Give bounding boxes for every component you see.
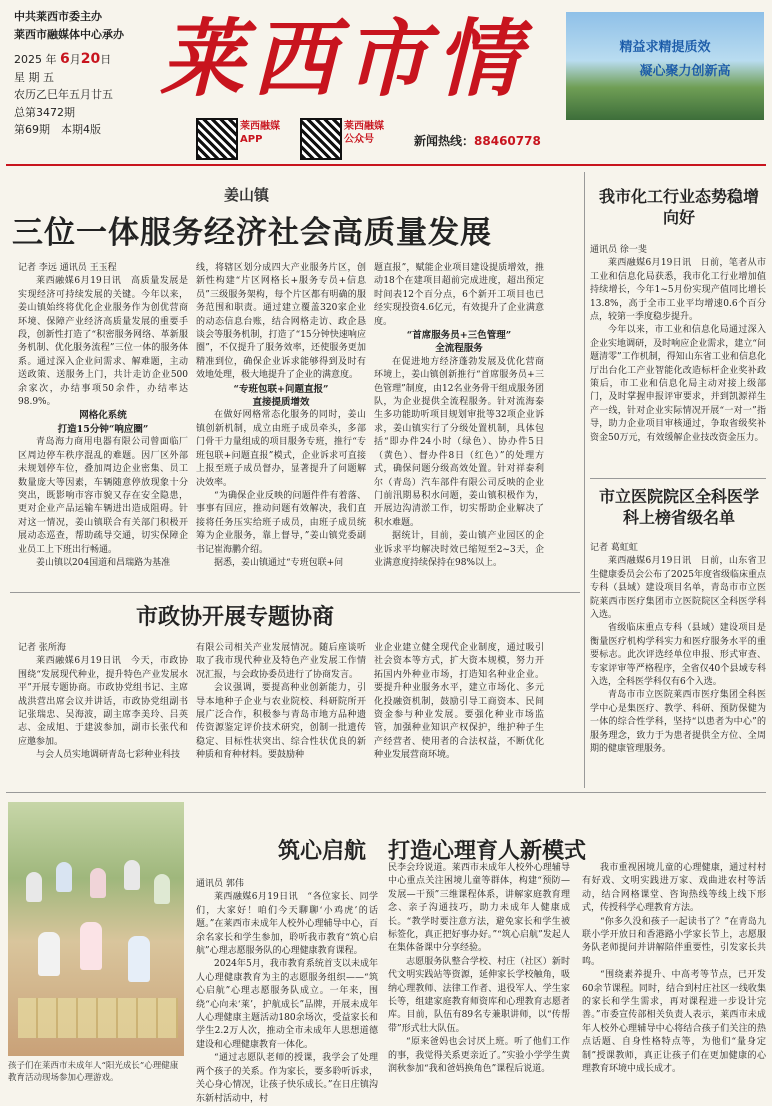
- paragraph: 有限公司相关产业发展情况。随后座谈听取了我市现代种业及特色产业发展工作情况汇报，与会政协委员进行了协商发言。: [196, 643, 366, 680]
- byline: 通讯员 徐一斐: [590, 245, 647, 255]
- section-divider: [590, 478, 766, 479]
- story-3-column-3: [582, 862, 766, 1104]
- paragraph: 民李会玲说道。莱西市未成年人校外心理辅导中心重点关注困境儿童等群体，构建“预防—发展—干预”三维课程体系，讲解家庭教育理念、亲子沟通技巧，助力未成年人健康成长。“教学时要注意方法，避免家长和学生被标签化，真正把好事办好。”“筑心启航”发起人在集体备课中分享经验。: [388, 863, 570, 954]
- paragraph: 我市重视困境儿童的心理健康，通过村村有好戏、文明实践进万家、戏曲进农村等活动，结合网格课堂、咨询热线等线上线下形式，传授科学心理教育方法。: [582, 863, 766, 914]
- paragraph: 业企业建立健全现代企业制度，通过吸引社会资本等方式，扩大资本规模，努力开拓国内外种业市场，打造知名种业企业。要提升种业服务水平，建立市场化、多元化投融资机制，鼓励引导工商资本、民间资金参与种业发展。要强化种业市场监管，加强种业知识产权保护，维护种子生产经营者、使用者的合法权益，不断优化种业发展营商环境。: [374, 643, 544, 761]
- byline: 记者 张所海: [18, 643, 66, 653]
- paragraph: 在做好网格常态化服务的同时，姜山镇创新机制，成立由班子成员牵头，多部门骨干力量组成的项目服务专班，推行“专班包联+问题直报”模式，企业诉求可直接上报至班子成员督办，显著提升了问题解决效率。: [196, 410, 366, 488]
- hotline-number: 88460778: [474, 134, 541, 148]
- paragraph: 莱西融媒6月19日讯 日前，山东省卫生健康委员会公布了2025年度省级临床重点专科（县域）建设项目名单，青岛市市立医院莱西市医疗集团市立医院院区全科医学科入选。: [590, 556, 766, 621]
- right-story-2-headline: 市立医院院区全科医学科上榜省级名单: [598, 487, 759, 527]
- paragraph: 莱西融媒6月19日讯 今天，市政协围绕“发展现代种业，提升特色产业发展水平”开展专题协商。市政协党组书记、主席战洪营出席会议并讲话，市政协党组副书记张瑞忠、吴海波，副主席李美玲、吕英志、金成旭、于建波参加，副市长张代和应邀参加。: [18, 656, 188, 747]
- paragraph: “围绕素养提升、中高考等节点，已开发60余节课程。同时，结合到村庄社区一线收集的家长和学生需求，再对课程进一步设计完善。”市委宣传部相关负责人表示，莱西市未成年人校外心理辅导中心将结合孩子们关注的热点话题、自身性格特点等，为他们“量身定制”授课教师，真正让孩子们在更加健康的心理教育环境中成长成才。: [582, 970, 766, 1075]
- story-2-column-3: [374, 642, 544, 782]
- paragraph: 莱西融媒6月19日讯 高质量发展是实现经济可持续发展的关键。今年以来，姜山镇始终将优化企业服务作为创优营商环境、保障产业经济高质量发展的重要手段，创新性打造了“积密服务网络、革新服务机制、优化服务流程”三位一体的服务体系。通过深入企业问需求、解难题，主动送政策、送服务上门，共计走访企业500余家次，办结事项50余件，办结率达98.9%。: [18, 276, 188, 408]
- lead-column-1: [18, 262, 188, 592]
- date-month: 6: [60, 51, 70, 67]
- paragraph: 与会人员实地调研青岛七彩种业科技: [36, 750, 181, 761]
- paragraph: 据悉，姜山镇通过“专班包联+问: [214, 557, 344, 568]
- banner-image: [566, 12, 764, 120]
- paragraph: 今年以来，市工业和信息化局通过深入企业实地调研，及时响应企业需求，建立“问题清零”工作机制，得知山东省工业和信息化厅出台化工产业智能化改造标杆企业奖补政策后，市工业和信息化局主动对接上级部门，及时掌握申报评审要求，并到凯源祥生产一线，针对企业实际情况开展“一对一”指导，助力企业项目审核通过，争取省级奖补资金50万元，有效缓解企业技改资金压力。: [590, 325, 766, 443]
- paragraph: 莱西融媒6月19日讯 “各位家长、同学们，大家好！咱们今天聊聊‘小鸡虎’的话题。”在莱西市未成年人校外心理辅导中心，百余名家长和学生参加，聆听我市教育“筑心启航”心理志愿服务队的心理健康教育课程。: [196, 892, 378, 957]
- paragraph: “通过志愿队老师的授课，我学会了处理两个孩子的关系。作为家长，要多聆听诉求，关心身心情况，让孩子快乐成长。”在日庄镇沟东新村活动中，村: [196, 1053, 378, 1104]
- subheading: 打造15分钟“响应圈”: [57, 423, 149, 435]
- subheading: “首席服务员+三色管理”: [406, 330, 512, 342]
- issue-number: 第69期 本期4版: [14, 123, 101, 136]
- date-month-unit: 月: [69, 53, 81, 66]
- subheading: 直接提质增效: [252, 397, 310, 409]
- lunar-date: 农历乙巳年五月廿五: [14, 88, 113, 101]
- date-year: 2025 年: [14, 53, 57, 66]
- subheading: “专班包联+问题直报”: [233, 383, 329, 395]
- paragraph: “原来爸妈也会讨厌上班。听了他们工作的事，我觉得关系更亲近了。”实验小学学生黄润秋参加“我和爸妈换角色”课程后说道。: [388, 1037, 570, 1075]
- banner-line-1: 精益求精提质效: [619, 40, 711, 55]
- paragraph: 2024年5月，我市教育系统首支以未成年人心理健康教育为主的志愿服务组织——“筑心启航”心理志愿服务队成立。一年来，围绕“心向未‘莱’，护航成长”品牌，开展未成年人心理健康主题活动180余场次，受益家长和学生2.2万人次，推动全市未成年人思想道德建设和心理健康教育一体化。: [196, 959, 378, 1050]
- paragraph: “为确保企业反映的问题件件有着落、事事有回应，推动问题有效解决，我们直接将任务压实给班子成员，由班子成员统筹为企业服务，靠上督导，”姜山镇党委副书记崔海鹏介绍。: [196, 490, 366, 555]
- story-2-column-2: [196, 642, 366, 782]
- paragraph: 会议强调，要提高种业创新能力，引导本地种子企业与农业院校、科研院所开展广泛合作，积极参与青岛市地方品种遗传资源鉴定评价技术研究，创制一批遗传稳定、目标性状突出、综合性状优良的新种质和育种材料。要鼓励种: [196, 683, 366, 761]
- section-divider: [6, 792, 766, 793]
- total-issue: 总第3472期: [14, 105, 75, 119]
- right-story-2-body: [590, 542, 766, 788]
- masthead-divider: [6, 164, 766, 166]
- byline: 记者 葛虹虹: [590, 543, 638, 553]
- date-day: 20: [80, 51, 101, 67]
- story-3-column-1: [196, 878, 378, 1104]
- hotline-label: 新闻热线：: [414, 134, 475, 148]
- qr-code-wechat[interactable]: [300, 118, 342, 160]
- paragraph: 据统计，目前，姜山镇产业园区的企业诉求平均解决时效已缩短至2~3天，企业满意度持续保持在98%以上。: [374, 531, 544, 568]
- newspaper-logo: 莱西市情: [160, 9, 529, 108]
- paragraph: 青岛市市立医院莱西市医疗集团全科医学中心是集医疗、教学、科研、预防保健为一体的综合性学科，坚持“以患者为中心”的服务理念，致力于为患者提供全方位、全周期的健康管理服务。: [590, 690, 766, 755]
- paragraph: 题直报”，赋能企业项目建设提质增效，推动18个在建项目超前完成进度，超出预定时间表12个百分点，6个新开工项目也已经实现投资4.6亿元，有效提升了企业满意度。: [374, 263, 544, 327]
- lead-headline: 三位一体服务经济社会高质量发展: [12, 215, 492, 251]
- paragraph: 省级临床重点专科（县域）建设项目是衡量医疗机构学科实力和医疗服务水平的重要标志。此次评选经单位申报、形式审查、专家评审等严格程序，全省仅40个县域专科入选，全科医学科仅有6个入选。: [590, 623, 766, 688]
- children-activity-photo: [8, 802, 184, 1056]
- sponsor-line-1: 中共莱西市委主办: [14, 10, 102, 23]
- paragraph: 姜山镇以204国道和昌瑞路为基准: [36, 557, 171, 568]
- story-2-headline: 市政协开展专题协商: [136, 604, 335, 630]
- qr-wechat-label: 莱西融媒 公众号: [344, 121, 384, 145]
- lead-column-3: [374, 262, 544, 592]
- section-divider: [10, 592, 580, 593]
- banner-line-2: 凝心聚力创新高: [639, 64, 731, 79]
- subheading: 网格化系统: [79, 410, 127, 422]
- photo-caption: 孩子们在莱西市未成年人“阳光成长”心理健康教育活动现场参加心理游戏。: [8, 1061, 179, 1083]
- paragraph: 青岛海力商用电器有限公司曾面临厂区周边停车秩序混乱的难题。因厂区外部未规划停车位，叠加周边企业密集、员工数量庞大等因素，车辆随意停放现象十分突出，既影响市容市貌又存在安全隐患，更对企业产品运输车辆进出造成阻碍。针对这一情况，姜山镇联合有关部门积极开展动态巡查，帮助疏导交通，切实保障企业员工上下班出行畅通。: [18, 437, 188, 555]
- paragraph: 在促进地方经济蓬勃发展及优化营商环境上，姜山镇创新推行“首席服务员+三色管理”制度，由12名业务骨干组成服务团队，为企业提供全流程服务。针对流海泰生多功能助听项目规划审批等32项企业诉求，姜山镇实行了分级处置机制，具体包括“即办件24小时（绿色）、协办件5日（黄色）、督办件8日（红色）”的处理方式，确保问题分级高效处置。针对祥泰利尔（青岛）汽车部件有限公司反映的企业门前汛期易积水问题，姜山镇积极作为，开展边沟清淤工作，切实帮助企业解决了积水难题。: [374, 356, 544, 528]
- news-hotline: [414, 132, 541, 149]
- issue-date: [14, 51, 154, 69]
- lead-byline: 记者 李远 通讯员 王玉程: [18, 263, 117, 273]
- right-story-1-headline: 我市化工行业态势稳增向好: [598, 187, 759, 227]
- subheading: 全流程服务: [435, 343, 483, 355]
- paragraph: 志愿服务队整合学校、村庄（社区）新时代文明实践站等资源，延伸家长学校触角，吸纳心理教师、法律工作者、退役军人、学生家长等，组建家庭教育师资库和心理教育志愿者库。目前，队伍有89名专兼职讲师，以“传帮带”形式壮大队伍。: [388, 956, 570, 1034]
- story-2-column-1: [18, 642, 188, 782]
- date-day-unit: 日: [100, 53, 112, 66]
- qr-app-label: 莱西融媒 APP: [240, 121, 280, 145]
- paragraph: 莱西融媒6月19日讯 日前，笔者从市工业和信息化局获悉，我市化工行业增加值持续增长，今年1~5月份实现产值同比增长13.8%，高于全市工业平均增速0.6个百分点，较第一季度稳步提升。: [590, 258, 766, 323]
- story-3-headline: 筑心启航 打造心理育人新模式: [278, 838, 587, 864]
- story-3-column-2: [388, 862, 570, 1104]
- right-story-1-body: [590, 244, 766, 466]
- masthead-info: [14, 8, 154, 139]
- sponsor-line-2: 莱西市融媒体中心承办: [14, 27, 124, 41]
- paragraph: “你多久没和孩子一起读书了？”在青岛九联小学开放日和香港路小学家长节上，志愿服务队老师提问并讲解陪伴重要性，引发家长共鸣。: [582, 916, 766, 967]
- column-divider: [584, 172, 585, 788]
- lead-column-2: [196, 262, 366, 592]
- lead-kicker: 姜山镇: [224, 186, 270, 204]
- byline: 通讯员 郭伟: [196, 879, 244, 889]
- qr-code-app[interactable]: [196, 118, 238, 160]
- paragraph: 线，将辖区划分成四大产业服务片区，创新性构建“片区网格长+服务专员+信息员”三级服务架构，每个片区都有明确的服务范围和职责。通过建立覆盖320家企业的动态信息台账，结合网格走访、政企恳谈会等服务机制，打造了“15分钟快速响应圈”，不仅提升了服务效率，还使服务更加精准到位，确保企业诉求能够得到及时有效地处理，极大地提升了企业的满意度。: [196, 263, 366, 381]
- weekday: 星 期 五: [14, 70, 54, 84]
